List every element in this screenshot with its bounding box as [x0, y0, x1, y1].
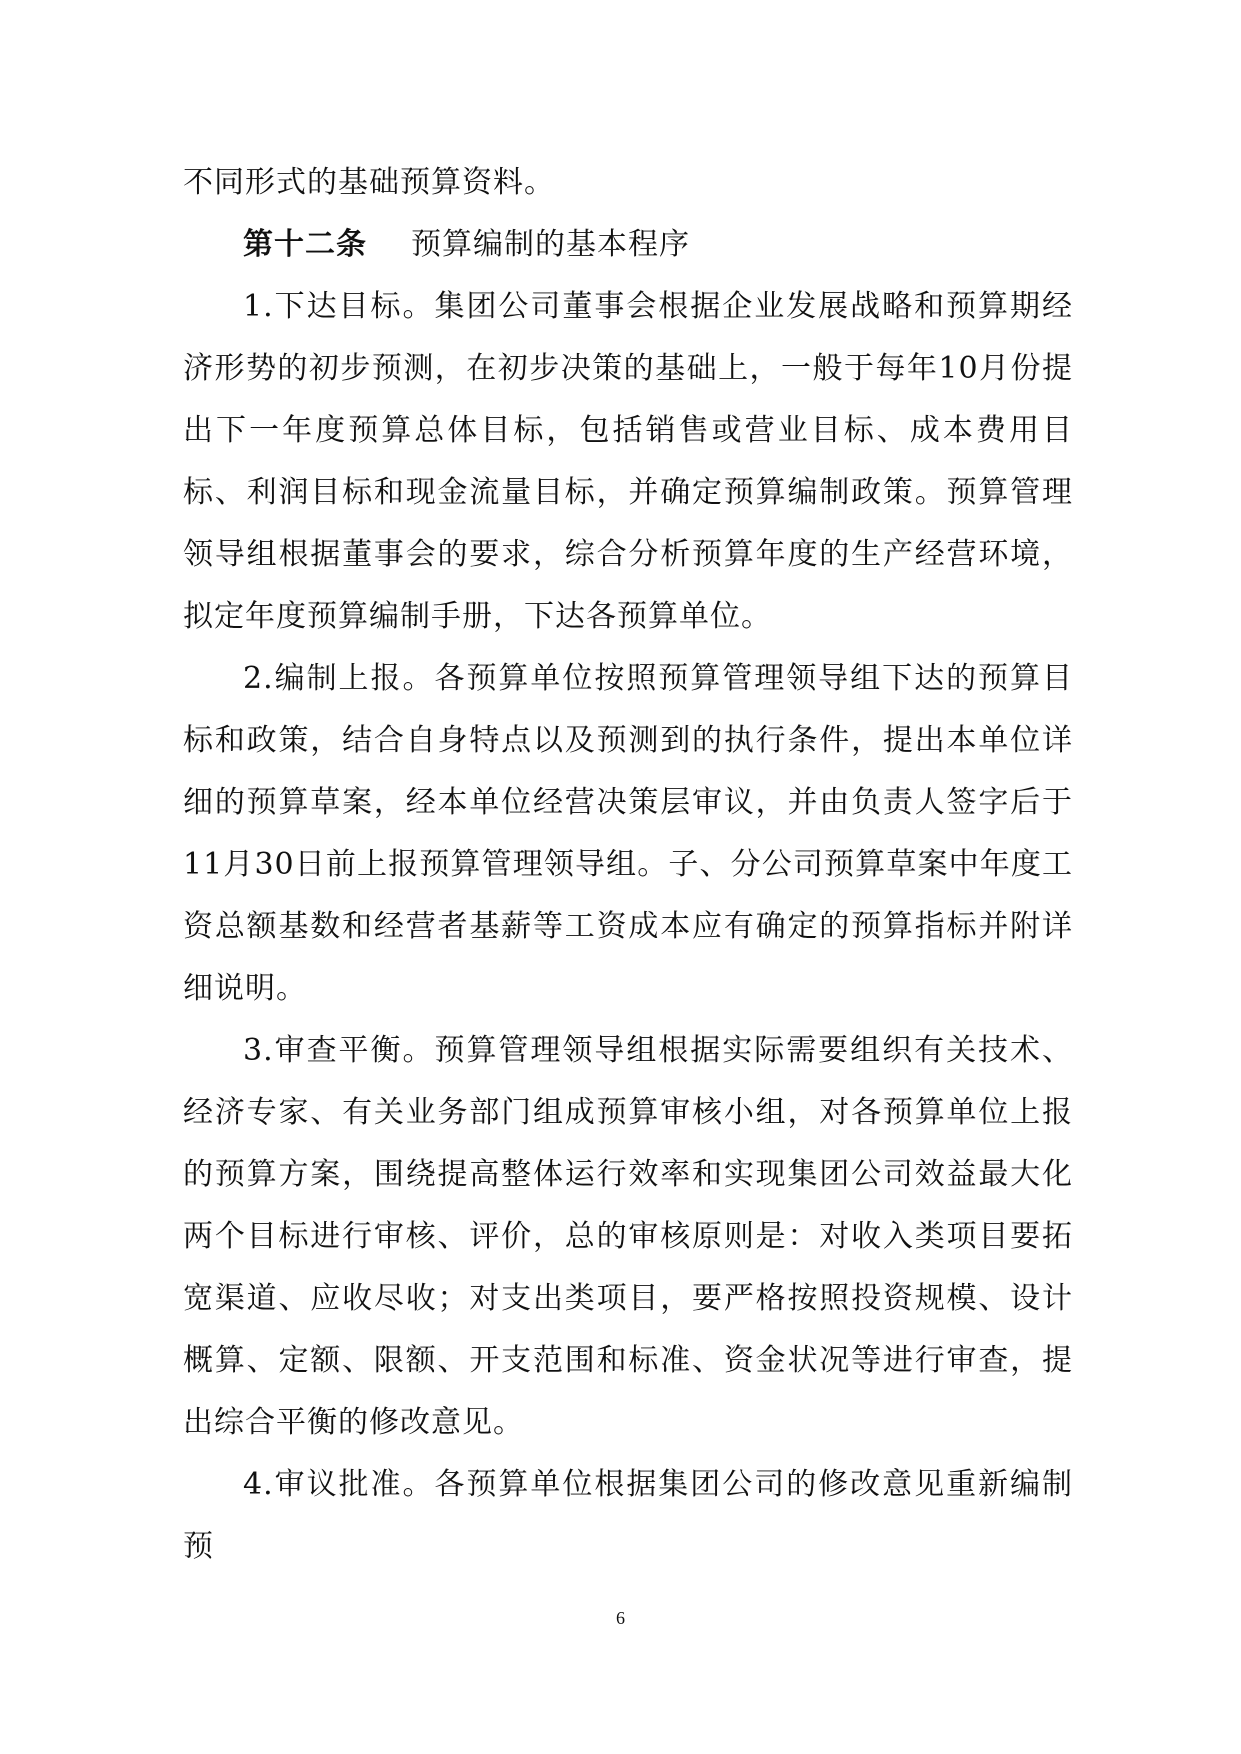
document-body: [183, 152, 1073, 1578]
paragraph-step-2: 2.编制上报。各预算单位按照预算管理领导组下达的预算目标和政策，结合自身特点以及预测到的执行条件，提出本单位详细的预算草案，经本单位经营决策层审议，并由负责人签字后于11月30日前上报预算管理领导组。子、分公司预算草案中年度工资总额基数和经营者基薪等工资成本应有确定的预算指标并附详细说明。: [183, 661, 1073, 1006]
article-title: 预算编制的基本程序: [411, 227, 690, 262]
article-heading: [183, 214, 1073, 276]
paragraph-step-1: 1.下达目标。集团公司董事会根据企业发展战略和预算期经济形势的初步预测，在初步决策的基础上，一般于每年10月份提出下一年度预算总体目标，包括销售或营业目标、成本费用目标、利润目标和现金流量目标，并确定预算编制政策。预算管理领导组根据董事会的要求，综合分析预算年度的生产经营环境，拟定年度预算编制手册，下达各预算单位。: [183, 289, 1073, 634]
article-number: 第十二条: [243, 227, 367, 262]
paragraph-step-3: 3.审查平衡。预算管理领导组根据实际需要组织有关技术、经济专家、有关业务部门组成预算审核小组，对各预算单位上报的预算方案，围绕提高整体运行效率和实现集团公司效益最大化两个目标进行审核、评价，总的审核原则是：对收入类项目要拓宽渠道、应收尽收；对支出类项目，要严格按照投资规模、设计概算、定额、限额、开支范围和标准、资金状况等进行审查，提出综合平衡的修改意见。: [183, 1033, 1073, 1440]
paragraph-step-4: 4.审议批准。各预算单位根据集团公司的修改意见重新编制预: [183, 1467, 1073, 1564]
continuation-paragraph: 不同形式的基础预算资料。: [183, 165, 555, 200]
page-number: 6: [616, 1608, 625, 1628]
